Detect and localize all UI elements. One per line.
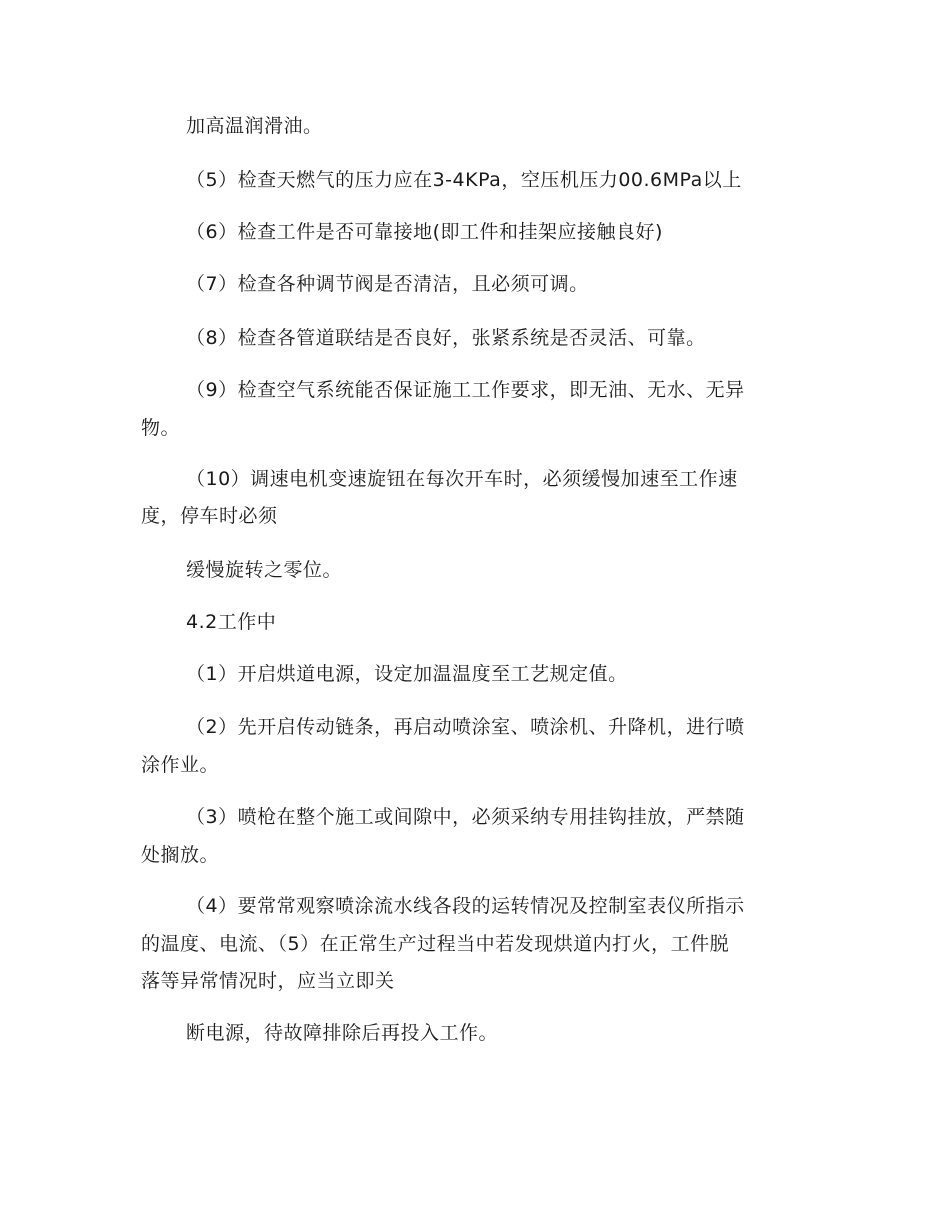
text-line: （2）先开启传动链条，再启动喷涂室、喷涂机、升降机，进行喷: [186, 716, 745, 738]
text-line: 断电源，待故障排除后再投入工作。: [186, 1022, 499, 1044]
text-line: 物。: [141, 417, 181, 439]
text-line: （4）要常常观察喷涂流水线各段的运转情况及控制室表仪所指示: [186, 895, 745, 917]
text-line: （9）检查空气系统能否保证施工工作要求，即无油、无水、无异: [186, 379, 745, 401]
text-line: 处搁放。: [141, 844, 220, 866]
text-line: （7）检查各种调节阀是否清洁，且必须可调。: [186, 273, 589, 295]
text-line: 的温度、电流、（5）在正常生产过程当中若发现烘道内打火，工件脱: [141, 933, 730, 955]
text-line: （8）检查各管道联结是否良好，张紧系统是否灵活、可靠。: [186, 327, 706, 349]
text-line: 涂作业。: [141, 754, 220, 776]
text-line: 缓慢旋转之零位。: [186, 559, 343, 581]
text-line: （6）检查工件是否可靠接地(即工件和挂架应接触良好): [186, 221, 663, 243]
text-line: 加高温润滑油。: [186, 115, 323, 137]
text-line: （3）喷枪在整个施工或间隙中，必须采纳专用挂钩挂放，严禁随: [186, 806, 745, 828]
text-line: （1）开启烘道电源，设定加温温度至工艺规定值。: [186, 663, 628, 685]
text-line: 度，停车时必须: [141, 505, 278, 527]
text-line: 落等异常情况时，应当立即关: [141, 970, 395, 992]
text-line: （10）调速电机变速旋钮在每次开车时，必须缓慢加速至工作速: [186, 468, 738, 490]
text-line: （5）检查天燃气的压力应在3-4KPa，空压机压力00.6MPa以上: [186, 169, 742, 191]
section-heading: 4.2工作中: [186, 611, 277, 633]
